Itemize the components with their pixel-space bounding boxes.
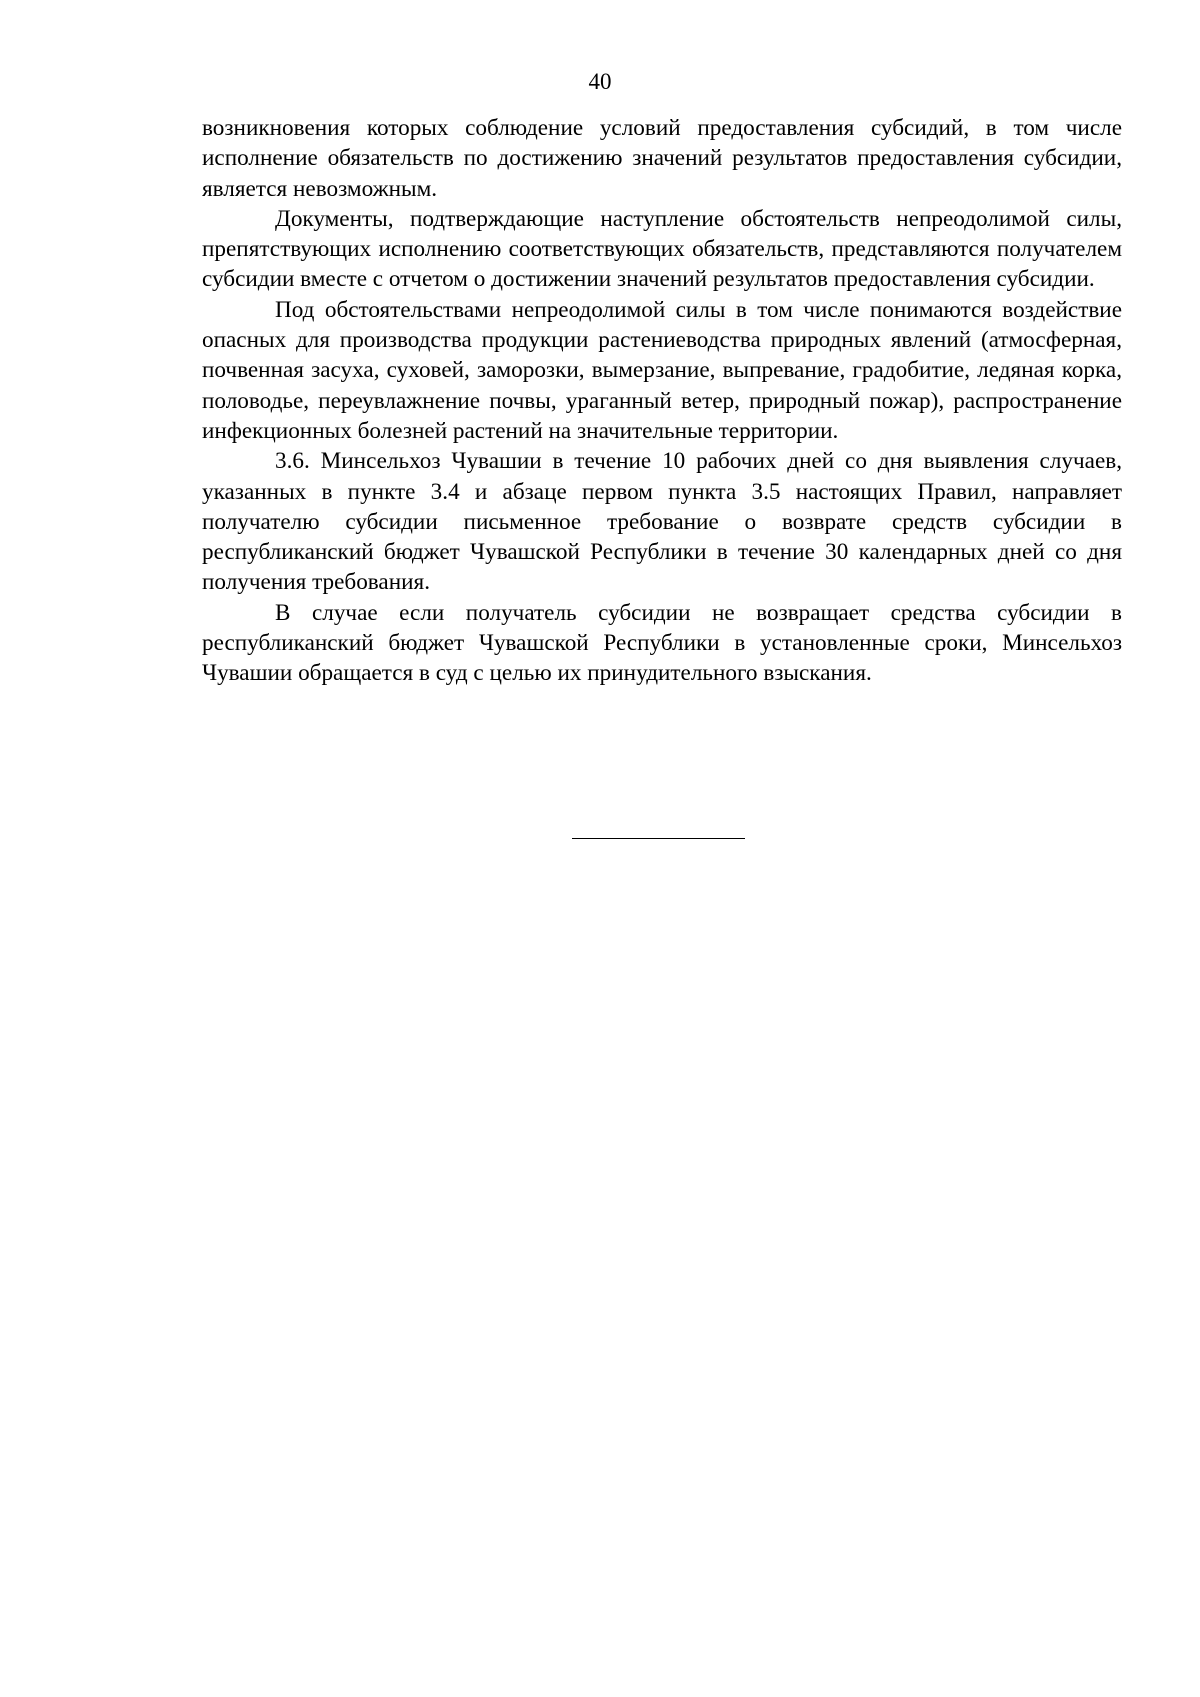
paragraph-force-majeure-definition: Под обстоятельствами непреодолимой силы в том числе понимаются воздействие опасных для производства продукции растениеводства природных явлений (атмосферная, почвенная засуха, суховей, заморозки, вымерзание, выпревание, градобитие, ледяная корка, половодье, переувлажнение почвы, ураганный ветер, природный пожар), распространение инфекционных болезней растений на значительные территории.: [202, 296, 1122, 444]
paragraph-force-majeure-documents: Документы, подтверждающие наступление обстоятельств непреодолимой силы, препятствующих исполнению соответствующих обязательств, представляются получателем субсидии вместе с отчетом о достижении значений результатов предоставления субсидии.: [202, 205, 1122, 293]
paragraph-section-3-6: 3.6. Минсельхоз Чувашии в течение 10 рабочих дней со дня выявления случаев, указанных в пункте 3.4 и абзаце первом пункта 3.5 настоящих Правил, направляет получателю субсидии письменное требование о возврате средств субсидии в республиканский бюджет Чувашской Республики в течение 30 календарных дней со дня получения требования.: [202, 448, 1122, 596]
document-body: [202, 113, 1122, 689]
paragraph-continuation: возникновения которых соблюдение условий предоставления субсидий, в том числе исполнение обязательств по достижению значений результатов предоставления субсидии, является невозможным.: [202, 115, 1122, 202]
page-number: 40: [588, 69, 612, 94]
end-of-document-rule: [572, 838, 745, 839]
paragraph-court-recovery: В случае если получатель субсидии не возвращает средства субсидии в республиканский бюджет Чувашской Республики в установленные сроки, Минсельхоз Чувашии обращается в суд с целью их принудительного взыскания.: [202, 599, 1122, 687]
